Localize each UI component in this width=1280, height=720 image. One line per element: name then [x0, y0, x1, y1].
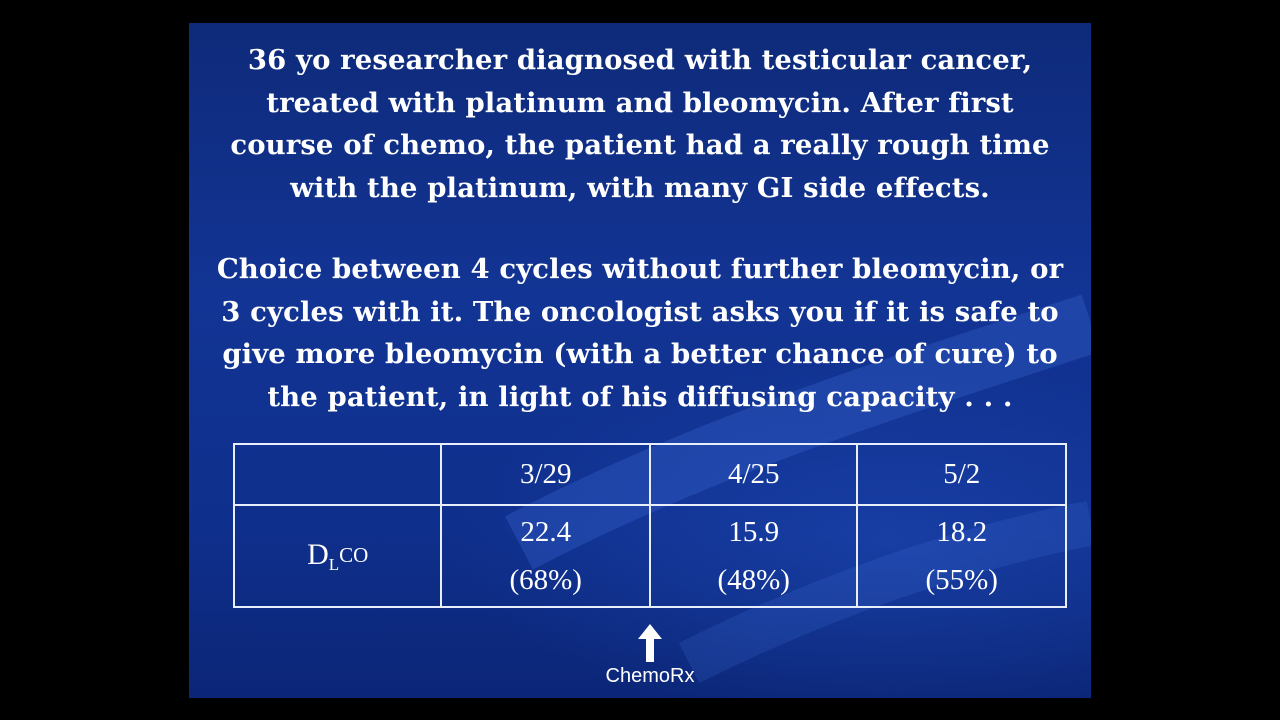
dlco-percent: (55%): [925, 564, 998, 596]
value-cell: [650, 505, 858, 607]
row-label-main: D: [307, 537, 329, 571]
question-line: give more bleomycin (with a better chance of cure) to: [222, 338, 1058, 370]
up-arrow-icon: [638, 624, 662, 662]
date-cell: 4/25: [650, 444, 858, 505]
question-line: 3 cycles with it. The oncologist asks you if it is safe to: [221, 295, 1059, 328]
value-cell: [857, 505, 1066, 607]
dlco-value: 22.4: [520, 516, 572, 548]
dlco-value: 18.2: [936, 516, 988, 548]
dlco-value: 15.9: [728, 516, 780, 548]
value-cell: [441, 505, 650, 607]
chemo-annotation: ChemoRx: [605, 665, 695, 687]
slide: [189, 23, 1091, 698]
case-line: 36 yo researcher diagnosed with testicular cancer,: [247, 44, 1033, 76]
case-line: course of chemo, the patient had a really rough time: [230, 129, 1050, 161]
table-header-row: [234, 444, 1066, 505]
dlco-percent: (68%): [509, 564, 582, 596]
question-line: Choice between 4 cycles without further bleomycin, or: [216, 253, 1064, 285]
case-line: treated with platinum and bleomycin. After first: [266, 86, 1014, 119]
table-row: [234, 505, 1066, 607]
row-label-suffix: CO: [339, 542, 369, 567]
question-line: the patient, in light of his diffusing capacity . . .: [267, 380, 1013, 413]
dlco-row-label: [234, 505, 441, 607]
dlco-percent: (48%): [717, 564, 790, 596]
date-cell: 5/2: [857, 444, 1066, 505]
table-corner-cell: [234, 444, 441, 505]
clinical-question: [189, 248, 1091, 418]
row-label-sub: L: [328, 554, 340, 574]
case-description: [189, 39, 1091, 209]
dlco-table: [233, 443, 1067, 608]
date-cell: 3/29: [441, 444, 650, 505]
case-line: with the platinum, with many GI side effects.: [290, 171, 990, 204]
